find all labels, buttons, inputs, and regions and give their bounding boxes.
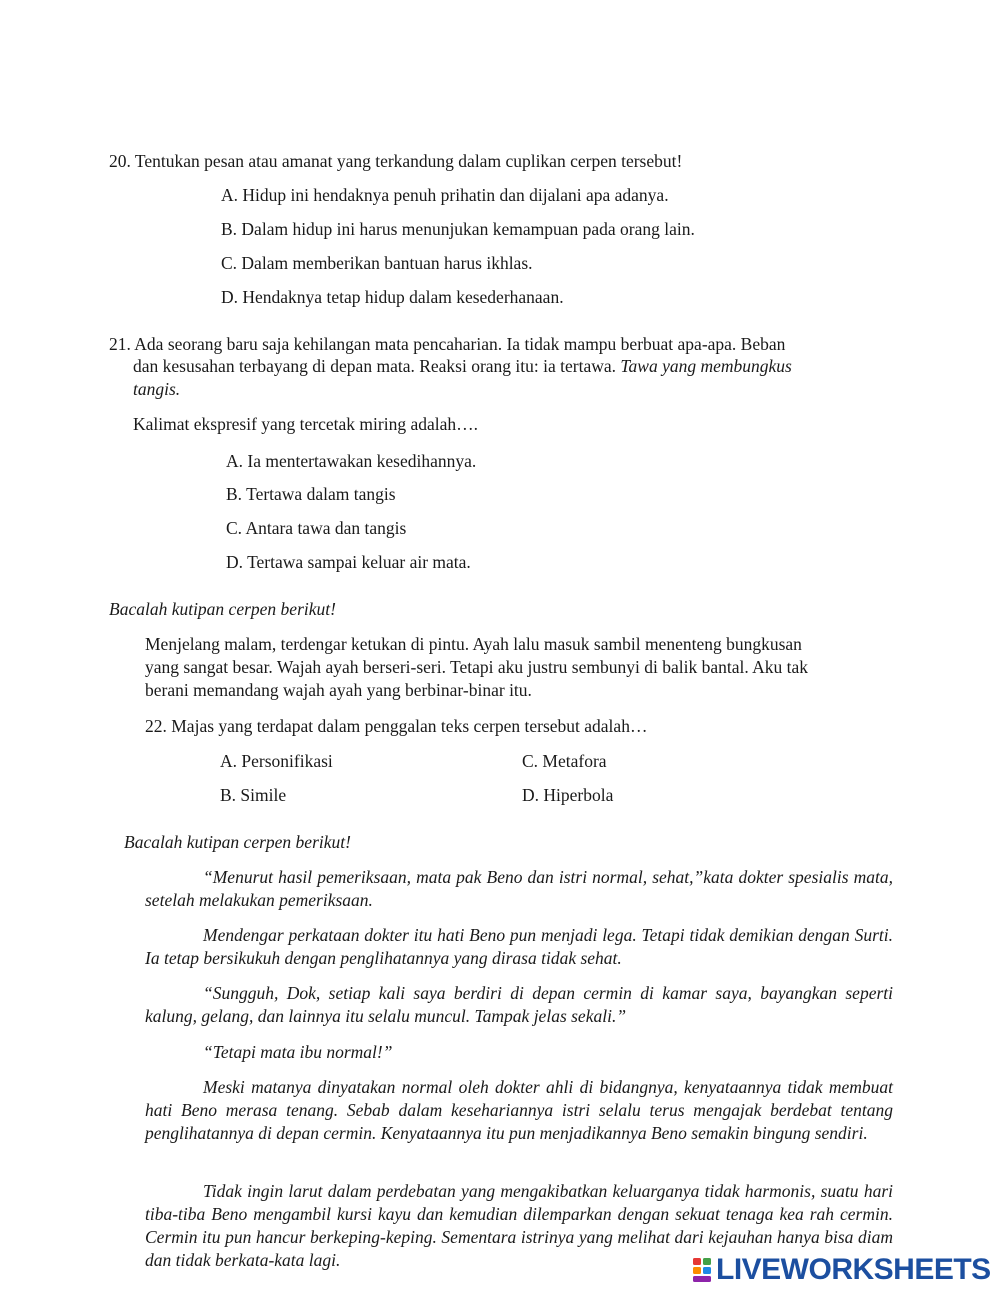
section1-passage-line2: yang sangat besar. Wajah ayah berseri-seri. Tetapi aku justru sembunyi di balik bantal. Aku tak xyxy=(145,657,809,677)
section2-paragraph-3: “Sungguh, Dok, setiap kali saya berdiri di depan cermin di kamar saya, bayangkan seperti kalung, gelang, dan lainnya itu selalu muncul. Tampak jelas sekali.” xyxy=(145,983,893,1026)
section2-paragraph-5: Meski matanya dinyatakan normal oleh dokter ahli di bidangnya, kenyataannya tidak membuat hati Beno merasa tenang. Sebab dalam kesehariannya istri selalu terus mengajak berdebat tentang penglihatannya di depan cermin. Kenyataannya itu pun menjadikannya Beno semakin bingung sendiri. xyxy=(145,1077,893,1143)
section2-paragraph-1: “Menurut hasil pemeriksaan, mata pak Beno dan istri normal, sehat,”kata dokter spesialis mata, setelah melakukan pemeriksaan. xyxy=(145,867,893,910)
q21-line2-plain: dan kesusahan terbayang di depan mata. Reaksi orang itu: ia tertawa. xyxy=(133,356,617,376)
q22-option-a: A. Personifikasi xyxy=(220,751,333,771)
q21-option-c: C. Antara tawa dan tangis xyxy=(226,518,407,538)
q22-question: 22. Majas yang terdapat dalam penggalan teks cerpen tersebut adalah… xyxy=(145,716,648,736)
section2-heading: Bacalah kutipan cerpen berikut! xyxy=(124,832,351,852)
section1-passage-line3: berani memandang wajah ayah yang berbinar-binar itu. xyxy=(145,680,532,700)
q21-option-a: A. Ia mentertawakan kesedihannya. xyxy=(226,451,477,471)
q20-option-b: B. Dalam hidup ini harus menunjukan kemampuan pada orang lain. xyxy=(221,219,695,239)
q20-option-d: D. Hendaknya tetap hidup dalam kesederhanaan. xyxy=(221,287,564,307)
section1-passage-line1: Menjelang malam, terdengar ketukan di pintu. Ayah lalu masuk sambil menenteng bungkusan xyxy=(145,634,802,654)
section2-paragraph-4: “Tetapi mata ibu normal!” xyxy=(203,1042,393,1062)
liveworksheets-watermark xyxy=(692,1253,991,1287)
q21-option-d: D. Tertawa sampai keluar air mata. xyxy=(226,552,471,572)
q21-question-line2 xyxy=(133,355,792,378)
section2-paragraph-2: Mendengar perkataan dokter itu hati Beno pun menjadi lega. Tetapi tidak demikian dengan Surti. Ia tetap bersikukuh dengan penglihatannya yang dirasa tidak sehat. xyxy=(145,925,893,968)
q20-question: 20. Tentukan pesan atau amanat yang terkandung dalam cuplikan cerpen tersebut! xyxy=(109,151,683,171)
q21-italic-sentence-part2: tangis. xyxy=(133,379,181,399)
q21-prompt: Kalimat ekspresif yang tercetak miring adalah…. xyxy=(133,414,479,434)
section1-heading: Bacalah kutipan cerpen berikut! xyxy=(109,599,336,619)
q22-option-b: B. Simile xyxy=(220,785,287,805)
q22-option-c: C. Metafora xyxy=(522,751,607,771)
q21-question-line1: 21. Ada seorang baru saja kehilangan mata pencaharian. Ia tidak mampu berbuat apa-apa. Beban xyxy=(109,334,786,354)
q21-option-b: B. Tertawa dalam tangis xyxy=(226,484,396,504)
q22-option-d: D. Hiperbola xyxy=(522,785,614,805)
watermark-text: LIVEWORKSHEETS xyxy=(716,1253,991,1286)
liveworksheets-logo-icon xyxy=(692,1257,712,1283)
q20-option-a: A. Hidup ini hendaknya penuh prihatin dan dijalani apa adanya. xyxy=(221,185,669,205)
q20-option-c: C. Dalam memberikan bantuan harus ikhlas. xyxy=(221,253,533,273)
section2-paragraph-6: Tidak ingin larut dalam perdebatan yang mengakibatkan keluarganya tidak harmonis, suatu hari tiba-tiba Beno mengambil kursi kayu dan kemudian dilemparkan dengan sekuat tenaga kea rah cermin. Cermin itu pun hancur berkeping-keping. Sementara istrinya yang melihat dari kejauhan hanya bisa diam dan tidak berkata-kata lagi. xyxy=(145,1181,893,1270)
q21-italic-sentence-part1: Tawa yang membungkus xyxy=(620,356,792,376)
